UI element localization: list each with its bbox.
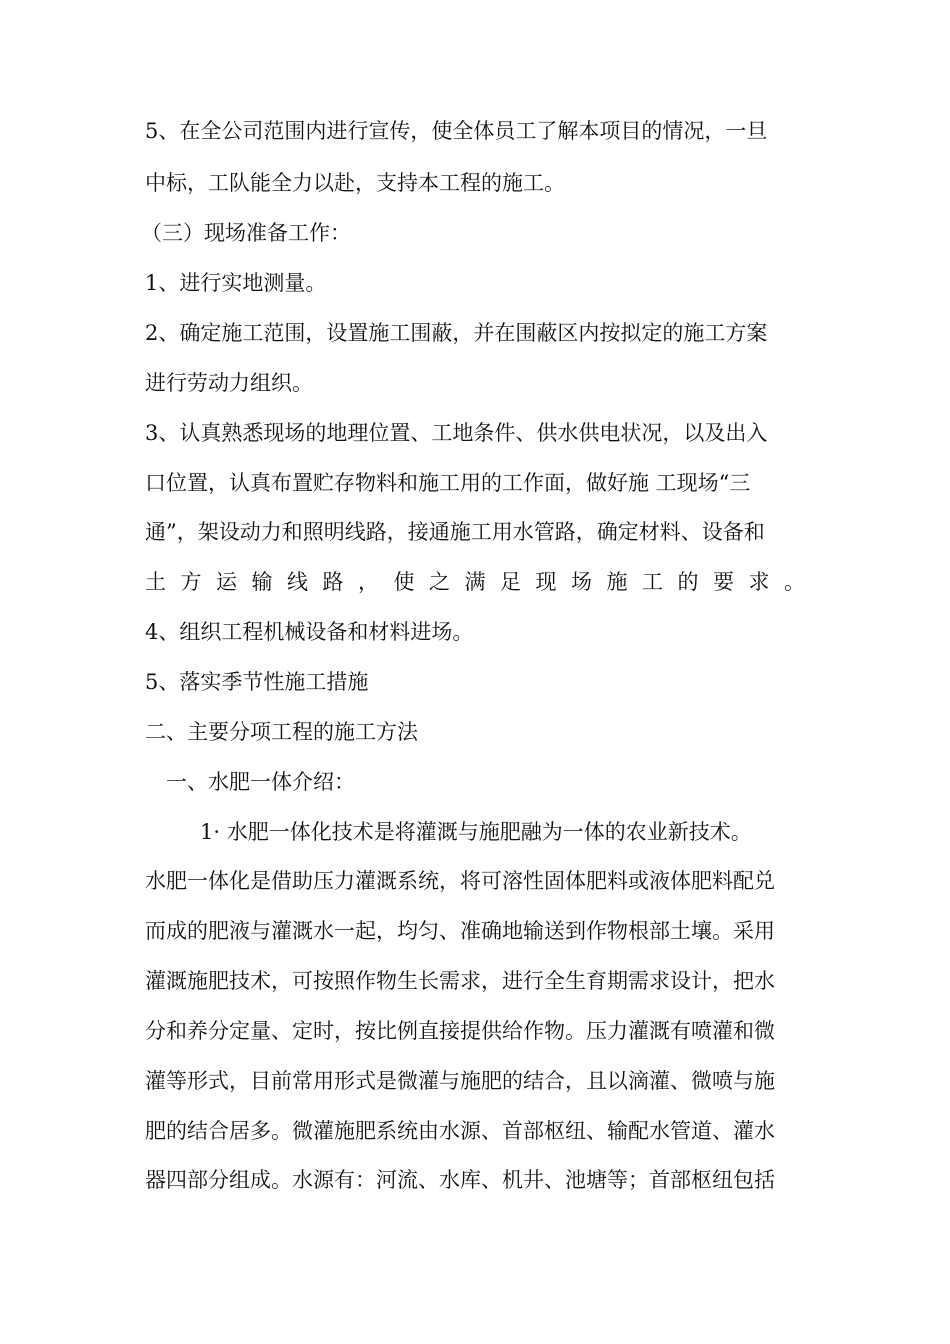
text-line-12: 5、落实季节性施工措施 bbox=[145, 670, 369, 694]
section-heading-construction-methods: 二、主要分项工程的施工方法 bbox=[145, 720, 418, 744]
text-line-17: 而成的肥液与灌溉水一起，均匀、准确地输送到作物根部土壤。采用 bbox=[145, 919, 775, 943]
justified-char: 方 bbox=[180, 570, 202, 594]
justified-char: 工 bbox=[642, 570, 663, 594]
text-line-9: 通”，架设动力和照明线路，接通施工用水管路，确定材料、设备和 bbox=[145, 520, 765, 544]
justified-char: 运 bbox=[216, 570, 237, 594]
justified-char: 。 bbox=[784, 570, 805, 594]
text-line-20: 灌等形式，目前常用形式是微灌与施肥的结合，且以滴灌、微喷与施 bbox=[145, 1069, 775, 1093]
section-heading-site-preparation: （三）现场准备工作： bbox=[141, 221, 351, 245]
text-line-6: 进行劳动力组织。 bbox=[145, 371, 313, 395]
text-line-21: 肥的结合居多。微灌施肥系统由水源、首部枢纽、输配水管道、灌水 bbox=[145, 1119, 775, 1143]
text-line-19: 分和养分定量、定时，按比例直接提供给作物。压力灌溉有喷灌和微 bbox=[145, 1019, 775, 1043]
text-line-1: 5、在全公司范围内进行宣传，使全体员工了解本项目的情况，一旦 bbox=[145, 119, 768, 143]
justified-char: 输 bbox=[251, 570, 273, 594]
justified-char: 土 bbox=[145, 570, 166, 594]
text-line-11: 4、组织工程机械设备和材料进场。 bbox=[145, 620, 474, 644]
justified-char: ， bbox=[358, 570, 379, 594]
justified-char: 线 bbox=[287, 570, 308, 594]
justified-char: 现 bbox=[535, 570, 557, 594]
justified-char: 的 bbox=[677, 570, 699, 594]
justified-char: 路 bbox=[322, 570, 344, 594]
text-line-4: 1、进行实地测量。 bbox=[145, 271, 327, 295]
justified-char: 使 bbox=[393, 570, 415, 594]
text-line-16: 水肥一体化是借助压力灌溉系统，将可溶性固体肥料或液体肥料配兑 bbox=[145, 869, 775, 893]
text-line-18: 灌溉施肥技术，可按照作物生长需求，进行全生育期需求设计，把水 bbox=[145, 969, 775, 993]
text-line-5: 2、确定施工范围，设置施工围蔽，并在围蔽区内按拟定的施工方案 bbox=[145, 321, 768, 345]
text-line-2: 中标，工队能全力以赴，支持本工程的施工。 bbox=[145, 171, 565, 195]
justified-char: 满 bbox=[464, 570, 486, 594]
text-line-15: 1· 水肥一体化技术是将灌溉与施肥融为一体的农业新技术。 bbox=[200, 820, 752, 844]
text-line-8: 口位置，认真布置贮存物料和施工用的工作面，做好施 工现场“三 bbox=[145, 471, 751, 495]
justified-char: 之 bbox=[429, 570, 450, 594]
text-line-10-justified bbox=[145, 568, 805, 596]
text-line-7: 3、认真熟悉现场的地理位置、工地条件、供水供电状况，以及出入 bbox=[145, 421, 768, 445]
justified-char: 求 bbox=[748, 570, 770, 594]
text-line-22: 器四部分组成。水源有：河流、水库、机井、池塘等；首部枢纽包括 bbox=[145, 1168, 775, 1192]
justified-char: 施 bbox=[606, 570, 628, 594]
justified-char: 要 bbox=[713, 570, 734, 594]
justified-char: 场 bbox=[571, 570, 592, 594]
justified-char: 足 bbox=[500, 570, 521, 594]
subsection-heading-water-fertilizer: 一、水肥一体介绍： bbox=[166, 770, 355, 794]
